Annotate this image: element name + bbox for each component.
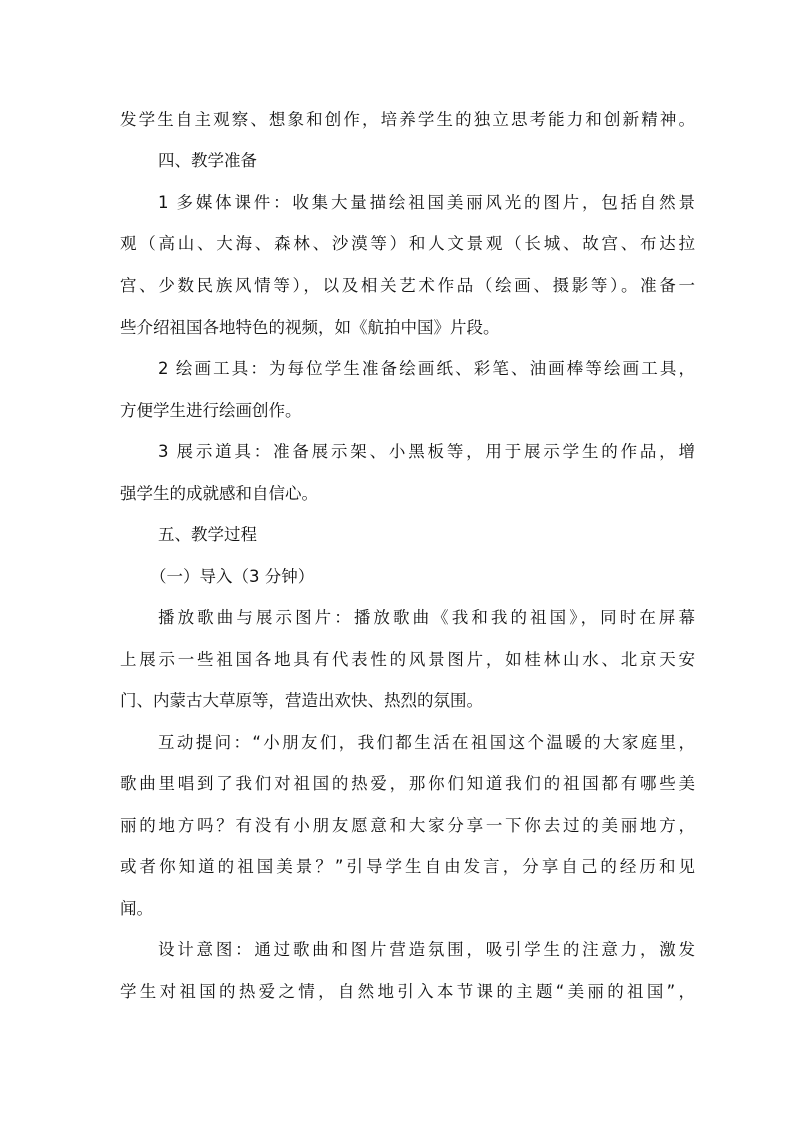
text-line-5: 宫、少数民族风情等），以及相关艺术作品（绘画、摄影等）。准备一 <box>120 276 695 295</box>
subsection-heading-intro: （一）导入（3 分钟） <box>150 567 315 586</box>
text-line-4: 观（高山、大海、森林、沙漠等）和人文景观（长城、故宫、布达拉 <box>120 234 695 253</box>
text-line-13: 播放歌曲与展示图片：播放歌曲《我和我的祖国》，同时在屏幕 <box>158 608 695 627</box>
text-line-21: 设计意图：通过歌曲和图片营造氛围，吸引学生的注意力，激发 <box>158 940 695 959</box>
text-line-9: 3 展示道具：准备展示架、小黑板等，用于展示学生的作品，增 <box>158 442 695 461</box>
text-line-14: 上展示一些祖国各地具有代表性的风景图片，如桂林山水、北京天安 <box>120 650 695 669</box>
text-line-17: 歌曲里唱到了我们对祖国的热爱，那你们知道我们的祖国都有哪些美 <box>120 774 695 793</box>
text-line-18: 丽的地方吗？有没有小朋友愿意和大家分享一下你去过的美丽地方， <box>120 816 695 835</box>
text-line-1: 发学生自主观察、想象和创作，培养学生的独立思考能力和创新精神。 <box>120 110 695 129</box>
text-line-3: 1 多媒体课件：收集大量描绘祖国美丽风光的图片，包括自然景 <box>158 193 695 212</box>
section-heading-process: 五、教学过程 <box>158 525 257 544</box>
text-line-8: 方便学生进行绘画创作。 <box>120 401 302 420</box>
section-heading-preparation: 四、教学准备 <box>158 151 257 170</box>
text-line-7: 2 绘画工具：为每位学生准备绘画纸、彩笔、油画棒等绘画工具， <box>158 359 695 378</box>
text-line-10: 强学生的成就感和自信心。 <box>120 484 318 503</box>
text-line-19: 或者你知道的祖国美景？”引导学生自由发言，分享自己的经历和见 <box>120 857 695 876</box>
text-line-20: 闻。 <box>120 899 153 918</box>
text-line-15: 门、内蒙古大草原等，营造出欢快、热烈的氛围。 <box>120 691 483 710</box>
text-line-6: 些介绍祖国各地特色的视频，如《航拍中国》片段。 <box>120 318 500 337</box>
text-line-16: 互动提问：“小朋友们，我们都生活在祖国这个温暖的大家庭里， <box>158 733 695 752</box>
text-line-22: 学生对祖国的热爱之情，自然地引入本节课的主题“美丽的祖国”， <box>120 982 695 1001</box>
